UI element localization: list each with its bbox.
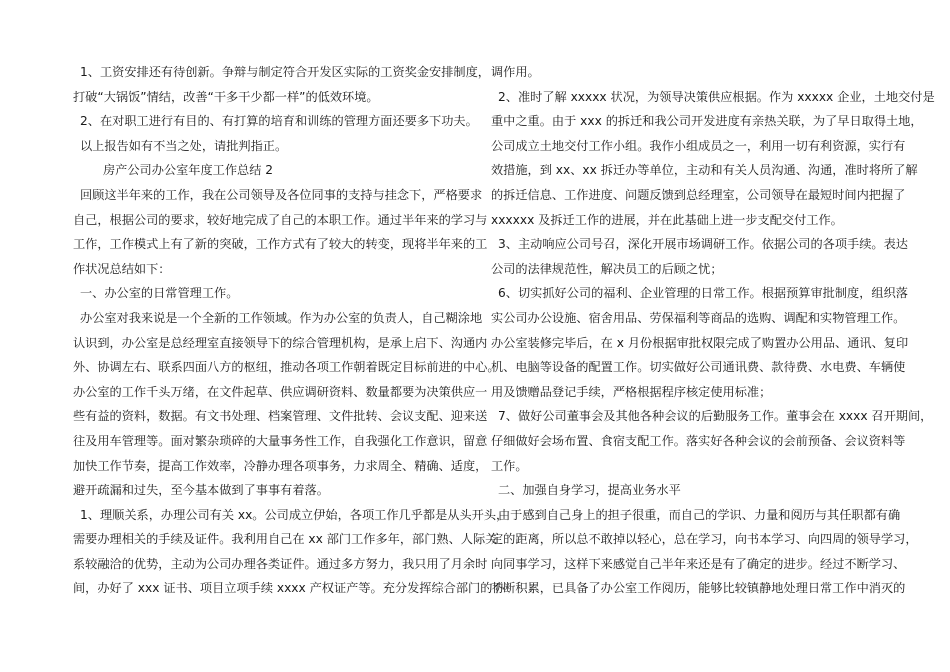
paragraph-line: 仔细做好会场布置、食宿支配工作。落实好各种会议的会前预备、会议资料等 bbox=[491, 433, 906, 448]
paragraph-line: 效措施，到 xx、xx 拆迁办等单位，主动和有关人员沟通、沟通，准时将所了解 bbox=[491, 163, 918, 178]
paragraph-line: 系较融洽的优势，主动为公司办理各类证件。通过多方努力，我只用了月余时 bbox=[73, 556, 488, 571]
paragraph-line: 加快工作节奏，提高工作效率，冷静办理各项事务，力求周全、精确、适度， bbox=[73, 458, 488, 473]
paragraph-line: xxxxxx 及拆迁工作的进展，并在此基础上进一步支配交付工作。 bbox=[491, 212, 843, 227]
paragraph-line: 机、电脑等设备的配置工作。切实做好公司通讯费、款待费、水电费、车辆使 bbox=[491, 360, 906, 375]
paragraph-line: 2、准时了解 xxxxx 状况，为领导决策供应根据。作为 xxxxx 企业，土地交付是 bbox=[498, 89, 935, 104]
paragraph-line: 公司成立土地交付工作小组。我作小组成员之一，利用一切有利资源，实行有 bbox=[491, 138, 906, 153]
paragraph-line: 打破“大锅饭”情结，改善“干多干少都一样”的低效环境。 bbox=[73, 89, 379, 104]
paragraph-line: 由于感到自己身上的担子很重，而自己的学识、力量和阅历与其任职都有确 bbox=[498, 507, 901, 522]
paragraph-line: 1、工资安排还有待创新。争辩与制定符合开发区实际的工资奖金安排制度， bbox=[80, 65, 490, 79]
paragraph-line: 公司的法律规范性，解决员工的后顾之忧； bbox=[491, 261, 723, 276]
paragraph-line: 向同事学习，这样下来感觉自己半年来还是有了确定的进步。经过不断学习、 bbox=[491, 556, 906, 571]
paragraph-line: 7、做好公司董事会及其他各种会议的后勤服务工作。董事会在 xxxx 召开期间， bbox=[498, 409, 933, 424]
paragraph-line: 办公室对我来说是一个全新的工作领域。作为办公室的负责人，自己糊涂地 bbox=[80, 310, 483, 325]
paragraph-line: 的拆迁信息、工作进度、问题反馈到总经理室，公司领导在最短时间内把握了 bbox=[491, 187, 906, 202]
paragraph-line: 工作。 bbox=[491, 458, 528, 473]
paragraph-line: 认识到，办公室是总经理室直接领导下的综合管理机构，是承上启下、沟通内 bbox=[73, 335, 488, 350]
right-column bbox=[491, 60, 935, 601]
paragraph-line: 用及馈赠品登记手续，严格根据程序核定使用标准； bbox=[491, 384, 772, 399]
section-title: 房产公司办公室年度工作总结 2 bbox=[103, 163, 274, 178]
left-column bbox=[73, 60, 509, 601]
paragraph-line: 1、理顺关系，办理公司有关 xx。公司成立伊始，各项工作几乎都是从头开头， bbox=[80, 507, 509, 522]
paragraph-line: 作状况总结如下： bbox=[73, 261, 171, 276]
paragraph-line: 避开疏漏和过失，至今基本做到了事事有着落。 bbox=[73, 483, 329, 498]
paragraph-line: 工作，工作模式上有了新的突破，工作方式有了较大的转变，现将半年来的工 bbox=[73, 237, 488, 252]
section-heading: 二、加强自身学习，提高业务水平 bbox=[498, 483, 681, 498]
paragraph-line: 办公室的工作千头万绪，在文件起草、供应调研资料、数量都要为决策供应一 bbox=[73, 384, 488, 399]
paragraph-line: 6、切实抓好公司的福利、企业管理的日常工作。根据预算审批制度，组织落 bbox=[498, 286, 908, 301]
paragraph-line: 以上报告如有不当之处，请批判指正。 bbox=[80, 138, 288, 153]
paragraph-line: 3、主动响应公司号召，深化开展市场调研工作。依据公司的各项手续。表达 bbox=[498, 237, 908, 252]
paragraph-line: 外、协调左右、联系四面八方的枢纽，推动各项工作朝着既定目标前进的中心。 bbox=[73, 360, 500, 375]
paragraph-line: 2、在对职工进行有目的、有打算的培育和训练的管理方面还要多下功夫。 bbox=[80, 114, 478, 129]
section-heading: 一、办公室的日常管理工作。 bbox=[80, 286, 239, 301]
paragraph-line: 定的距离，所以总不敢掉以轻心，总在学习，向书本学习、向四周的领导学习， bbox=[491, 532, 918, 547]
paragraph-line: 不断积累，已具备了办公室工作阅历，能够比较镇静地处理日常工作中消灭的 bbox=[491, 581, 906, 596]
paragraph-line: 办公室装修完毕后，在 x 月份根据审批权限完成了购置办公用品、通讯、复印 bbox=[491, 335, 909, 350]
paragraph-line: 重中之重。由于 xxx 的拆迁和我公司开发进度有亲热关联，为了早日取得土地， bbox=[491, 114, 923, 129]
paragraph-line: 往及用车管理等。面对繁杂琐碎的大量事务性工作，自我强化工作意识，留意 bbox=[73, 433, 488, 448]
paragraph-line: 回顾这半年来的工作，我在公司领导及各位同事的支持与挂念下，严格要求 bbox=[80, 187, 483, 202]
paragraph-line: 间，办好了 xxx 证书、项目立项手续 xxxx 产权证产等。充分发挥综合部门的协 bbox=[73, 581, 505, 596]
paragraph-line: 些有益的资料，数据。有文书处理、档案管理、文件批转、会议支配、迎来送 bbox=[73, 409, 488, 424]
paragraph-line: 实公司办公设施、宿舍用品、劳保福利等商品的选购、调配和实物管理工作。 bbox=[491, 310, 906, 325]
paragraph-line: 调作用。 bbox=[491, 65, 540, 79]
paragraph-line: 需要办理相关的手续及证件。我利用自己在 xx 部门工作多年，部门熟、人际关 bbox=[73, 532, 498, 547]
paragraph-line: 自己，根据公司的要求，较好地完成了自己的本职工作。通过半年来的学习与 bbox=[73, 212, 488, 227]
